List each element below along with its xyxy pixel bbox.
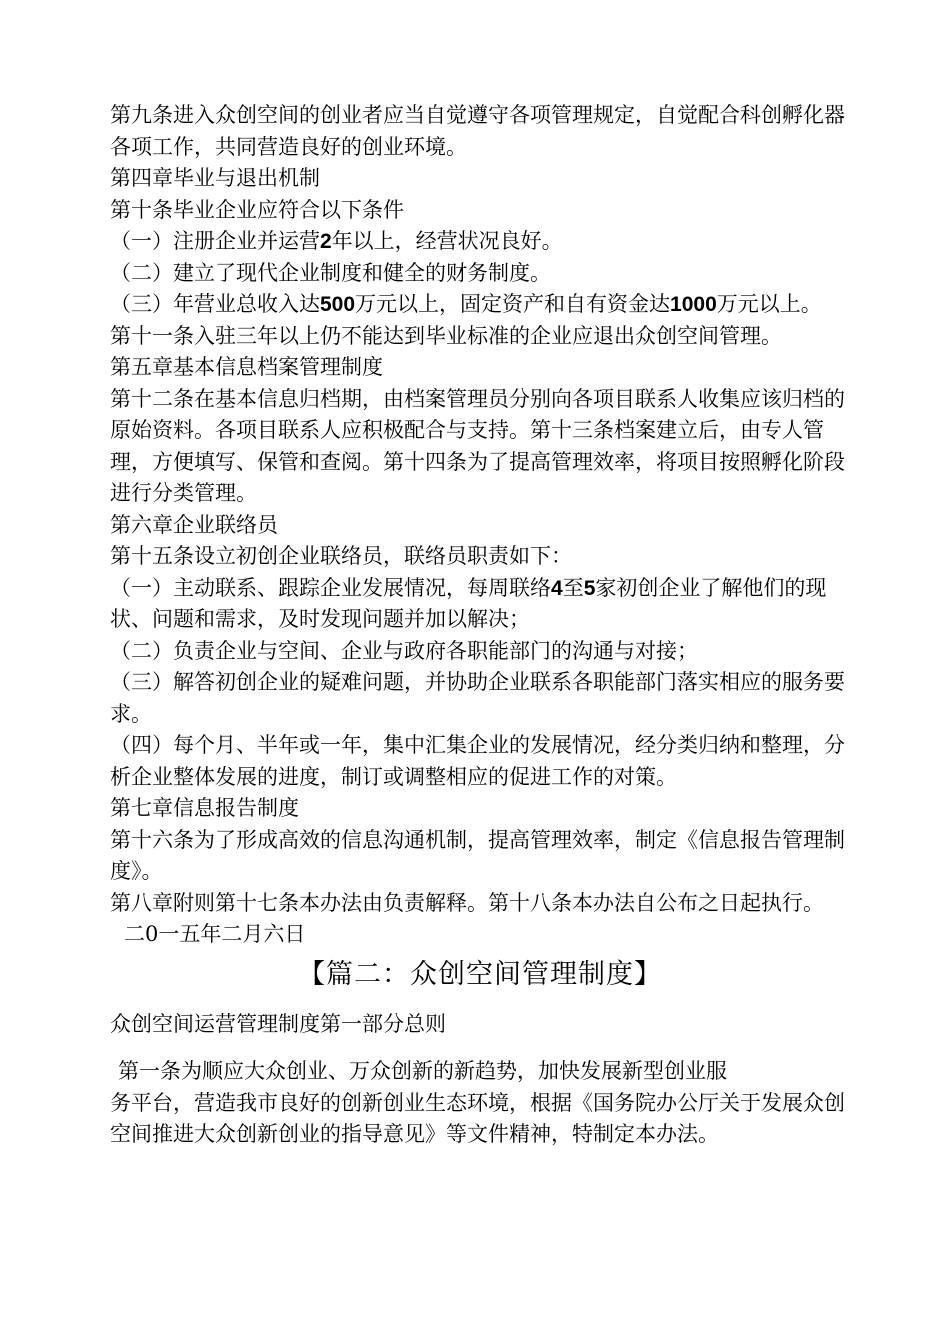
article-10: 第十条毕业企业应符合以下条件 [110, 197, 404, 222]
item-text: （一）注册企业并运营 [110, 229, 320, 253]
item-text: 家初创企业了解他们的现状、问题和需求，及时发现问题并加以解决； [110, 575, 827, 631]
document-page [110, 100, 850, 1151]
section-2-title: 【篇二：众创空间管理制度】 [298, 958, 662, 990]
chapter-7-heading: 第七章信息报告制度 [110, 796, 299, 820]
article-15-item-1 [110, 573, 850, 636]
section-2-article-1-rest: 务平台，营造我市良好的创新创业生态环境，根据《国务院办公厅关于发展众创空间推进大众创新创业的指导意见》等文件精神，特制定本办法。 [110, 1090, 845, 1146]
article-10-item-1 [110, 226, 850, 258]
article-15-item-4: （四）每个月、半年或一年，集中汇集企业的发展情况，经分类归纳和整理，分析企业整体发展的进度，制订或调整相应的促进工作的对策。 [110, 733, 845, 789]
article-9: 第九条进入众创空间的创业者应当自觉遵守各项管理规定，自觉配合科创孵化器各项工作，共同营造良好的创业环境。 [110, 103, 845, 159]
item-text: （一）主动联系、跟踪企业发展情况，每周联络 [110, 575, 551, 600]
item-text: 年以上，经营状况良好。 [331, 229, 563, 253]
article-15-item-3: （三）解答初创企业的疑难问题，并协助企业联系各职能部门落实相应的服务要求。 [110, 670, 845, 726]
item-text: 至 [562, 575, 584, 600]
number-value: 2 [320, 230, 332, 253]
article-16: 第十六条为了形成高效的信息沟通机制，提高管理效率，制定《信息报告管理制度》。 [110, 827, 845, 883]
item-text: 万元以上，固定资产和自有资金达 [355, 292, 671, 316]
chapter-6-heading: 第六章企业联络员 [110, 512, 278, 537]
article-11: 第十一条入驻三年以上仍不能达到毕业标准的企业应退出众创空间管理。 [110, 323, 782, 348]
number-value: 500 [320, 293, 356, 316]
number-value: 5 [583, 576, 596, 600]
article-10-item-2: （二）建立了现代企业制度和健全的财务制度。 [110, 260, 551, 285]
chapter-8-articles-17-18: 第八章附则第十七条本办法由负责解释。第十八条本办法自公布之日起执行。 [110, 890, 824, 915]
item-text: （三）年营业总收入达 [110, 292, 320, 316]
article-15-item-2: （二）负责企业与空间、企业与政府各职能部门的沟通与对接； [110, 638, 698, 663]
number-value: 4 [551, 576, 563, 600]
number-value: 1000 [670, 293, 717, 316]
article-10-item-3 [110, 289, 850, 321]
document-date: 二0一五年二月六日 [124, 922, 306, 946]
chapter-4-heading: 第四章毕业与退出机制 [110, 166, 320, 190]
section-2-article-1-first-line: 第一条为顺应大众创业、万众创新的新趋势，加快发展新型创业服 [118, 1059, 727, 1083]
item-text: 万元以上。 [716, 292, 822, 316]
section-2-subtitle: 众创空间运营管理制度第一部分总则 [110, 1011, 446, 1036]
chapter-5-heading: 第五章基本信息档案管理制度 [110, 355, 383, 379]
article-15: 第十五条设立初创企业联络员，联络员职责如下： [110, 544, 572, 568]
article-12-14: 第十二条在基本信息归档期，由档案管理员分别向各项目联系人收集应该归档的原始资料。各项目联系人应积极配合与支持。第十三条档案建立后，由专人管理，方便填写、保管和查阅。第十四条为了提高管理效率，将项目按照孵化阶段进行分类管理。 [110, 386, 845, 505]
